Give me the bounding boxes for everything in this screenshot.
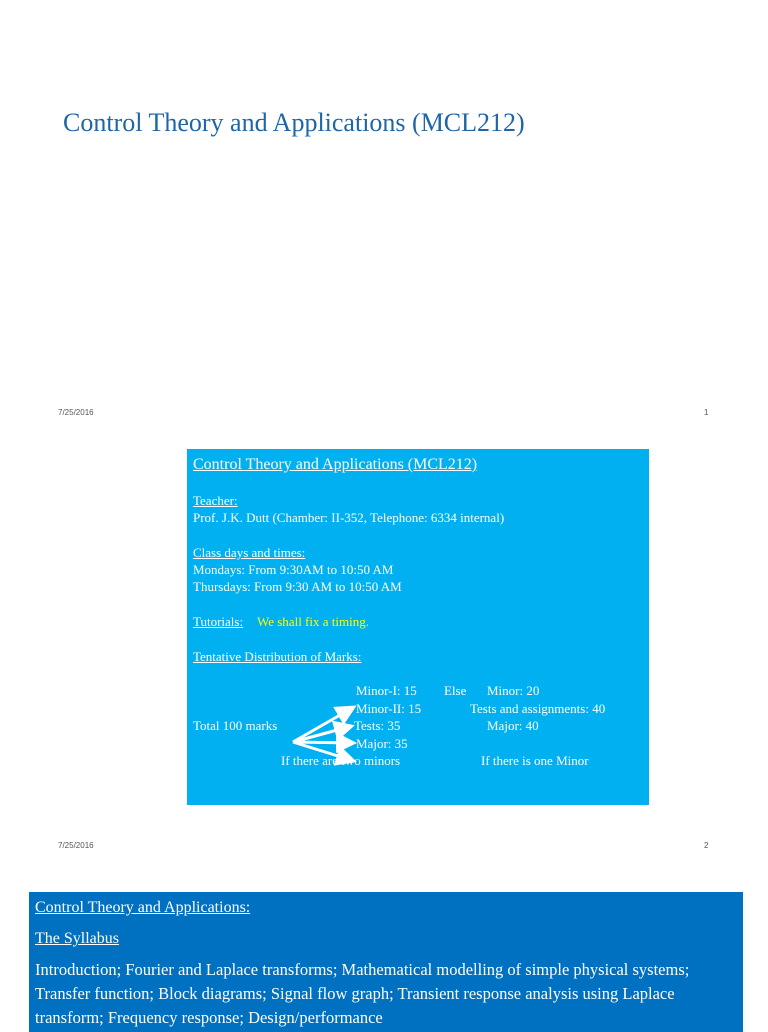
arrow-to-major bbox=[293, 742, 354, 743]
tutorials-value: We shall fix a timing. bbox=[257, 614, 369, 629]
slide-1-date: 7/25/2016 bbox=[58, 408, 94, 417]
slide-2-page-number: 2 bbox=[704, 841, 709, 850]
one-minor-major-marks: Major: 40 bbox=[487, 718, 539, 733]
teacher-label: Teacher: bbox=[193, 493, 238, 508]
one-minor-minor-marks: Minor: 20 bbox=[487, 683, 540, 698]
course-title: Control Theory and Applications (MCL212) bbox=[193, 456, 478, 473]
class-days-label: Class days and times: bbox=[193, 545, 306, 560]
teacher-value: Prof. J.K. Dutt (Chamber: II-352, Telephone: 6334 internal) bbox=[193, 510, 505, 525]
slide-1-title: Control Theory and Applications (MCL212) bbox=[63, 108, 525, 137]
arrow-to-caption bbox=[293, 742, 354, 761]
arrow-to-tests bbox=[293, 726, 352, 742]
syllabus-box bbox=[29, 892, 743, 1032]
marks-arrows bbox=[187, 449, 649, 805]
slide-1-page-number: 1 bbox=[704, 408, 709, 417]
class-days-line-1: Mondays: From 9:30AM to 10:50 AM bbox=[193, 562, 394, 577]
class-days-line-2: Thursdays: From 9:30 AM to 10:50 AM bbox=[193, 579, 402, 594]
else-label: Else bbox=[444, 683, 467, 698]
marks-label: Tentative Distribution of Marks: bbox=[193, 649, 362, 664]
slide-2 bbox=[0, 432, 768, 864]
one-minor-caption: If there is one Minor bbox=[481, 753, 589, 768]
syllabus-body: Introduction; Fourier and Laplace transforms; Mathematical modelling of simple physical systems; Transfer function; Block diagrams; Signal flow graph; Transient response analysis using Laplace transform; Frequency response; Design/performance bbox=[35, 960, 690, 1027]
slide-1 bbox=[0, 0, 768, 432]
minor-2-marks: Minor-II: 15 bbox=[356, 701, 422, 716]
total-marks: Total 100 marks bbox=[193, 718, 278, 733]
syllabus-heading: Control Theory and Applications: bbox=[35, 899, 251, 916]
syllabus-subheading: The Syllabus bbox=[35, 930, 119, 947]
minor-1-marks: Minor-I: 15 bbox=[356, 683, 417, 698]
slide-2-date: 7/25/2016 bbox=[58, 841, 94, 850]
major-marks: Major: 35 bbox=[356, 736, 408, 751]
two-minors-caption: If there are two minors bbox=[281, 753, 401, 768]
course-info-box bbox=[187, 449, 649, 805]
slide-3 bbox=[0, 864, 768, 1027]
arrow-to-minor-2 bbox=[293, 707, 354, 742]
tests-marks: Tests: 35 bbox=[354, 718, 401, 733]
one-minor-tests-marks: Tests and assignments: 40 bbox=[470, 701, 606, 716]
tutorials-label: Tutorials: bbox=[193, 614, 244, 629]
